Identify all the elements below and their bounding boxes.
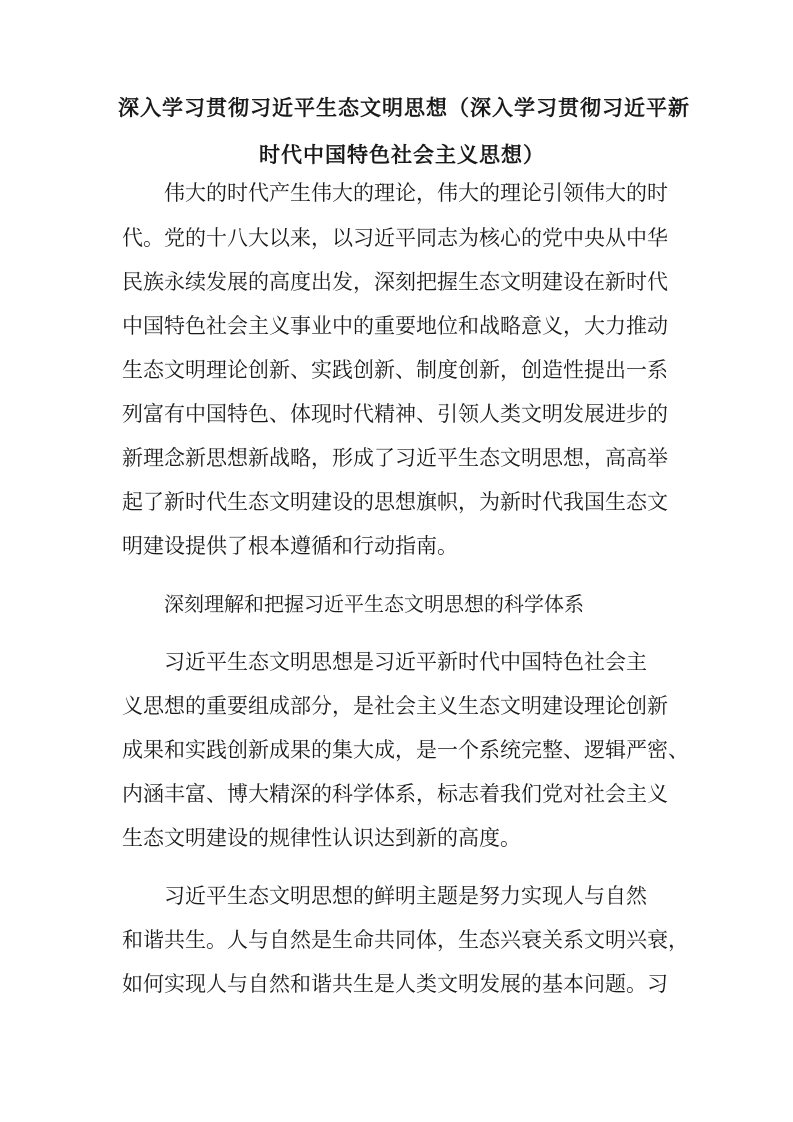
paragraph-1-line: 明建设提供了根本遵循和行动指南。	[122, 534, 458, 558]
section-heading: 深刻理解和把握习近平生态文明思想的科学体系	[164, 592, 584, 616]
document-title-line-1: 深入学习贯彻习近平生态文明思想（深入学习贯彻习近平新	[118, 96, 690, 120]
paragraph-2-line: 成果和实践创新成果的集大成，是一个系统完整、逻辑严密、	[122, 738, 689, 762]
paragraph-1-line: 生态文明理论创新、实践创新、制度创新，创造性提出一系	[122, 358, 668, 382]
document-title-line-2: 时代中国特色社会主义思想）	[259, 143, 545, 167]
paragraph-1-line: 民族永续发展的高度出发，深刻把握生态文明建设在新时代	[122, 270, 668, 294]
paragraph-1-line: 伟大的时代产生伟大的理论，伟大的理论引领伟大的时	[164, 181, 668, 205]
paragraph-1-line: 列富有中国特色、体现时代精神、引领人类文明发展进步的	[122, 402, 668, 426]
paragraph-3-line: 如何实现人与自然和谐共生是人类文明发展的基本问题。习	[122, 972, 668, 996]
paragraph-3-line: 习近平生态文明思想的鲜明主题是努力实现人与自然	[164, 884, 647, 908]
paragraph-1-line: 起了新时代生态文明建设的思想旗帜，为新时代我国生态文	[122, 490, 668, 514]
paragraph-2-line: 内涵丰富、博大精深的科学体系，标志着我们党对社会主义	[122, 782, 668, 806]
paragraph-3-line: 和谐共生。人与自然是生命共同体，生态兴衰关系文明兴衰，	[122, 928, 689, 952]
paragraph-1-line: 中国特色社会主义事业中的重要地位和战略意义，大力推动	[122, 314, 668, 338]
paragraph-2-line: 义思想的重要组成部分，是社会主义生态文明建设理论创新	[122, 694, 668, 718]
paragraph-1-line: 代。党的十八大以来，以习近平同志为核心的党中央从中华	[122, 226, 668, 250]
paragraph-2-line: 生态文明建设的规律性认识达到新的高度。	[122, 826, 521, 850]
paragraph-1-line: 新理念新思想新战略，形成了习近平生态文明思想，高高举	[122, 446, 668, 470]
paragraph-2-line: 习近平生态文明思想是习近平新时代中国特色社会主	[164, 650, 647, 674]
